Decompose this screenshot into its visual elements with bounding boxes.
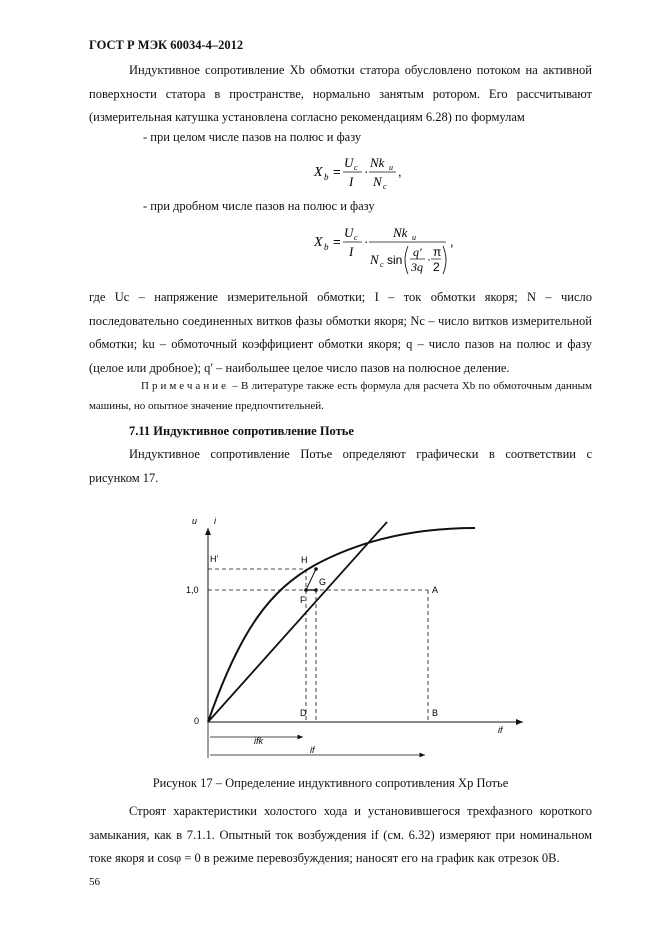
- f1-lhs: X: [314, 165, 323, 180]
- f2-q-den: 3q: [411, 260, 423, 274]
- figure-caption: Рисунок 17 – Определение индуктивного сопротивления Xp Потье: [152, 776, 509, 790]
- section-text: Индуктивное сопротивление Потье определяют графически в соответствии с рисунком 17.: [89, 447, 592, 485]
- figure-potier-diagram: [180, 510, 530, 770]
- f2-num1: U: [344, 225, 354, 240]
- note-text: – В литературе также есть формула для расчета Xb по обмоточным данным машины, но опытное значение предпочтительней.: [89, 380, 592, 412]
- axis-if-label: if: [498, 725, 503, 735]
- svg-text:·: ·: [364, 234, 369, 249]
- dim-ifk-label: ifk: [254, 736, 263, 746]
- label-h: H: [301, 555, 308, 565]
- label-one: 1,0: [186, 585, 199, 595]
- label-f: F: [300, 595, 306, 605]
- dim-if-label: if: [310, 745, 315, 755]
- f1-num1: U: [344, 155, 354, 170]
- f1-den2-sub: c: [383, 182, 387, 191]
- svg-text:·: ·: [427, 252, 431, 266]
- document-header: ГОСТ Р МЭК 60034-4–2012: [89, 38, 244, 52]
- f1-num2: Nk: [370, 155, 385, 170]
- f2-den1: I: [349, 244, 354, 259]
- f2-num2: Nk: [393, 225, 408, 240]
- label-a: A: [432, 585, 439, 595]
- label-g: G: [319, 577, 327, 587]
- label-d: D: [300, 708, 307, 718]
- closing-paragraph: Строят характеристики холостого хода и установившегося трехфазного короткого замыкания, как в 7.1.1. Опытный ток возбуждения if (см. 6.32) измеряют при номинальном токе якоря и cosφ = 0 в режиме перевозбуждения; наносят его на график как отрезок 0B.: [89, 804, 592, 865]
- label-h-prime: H': [210, 554, 219, 564]
- f2-tail: ,: [450, 234, 454, 249]
- f2-lhs-sub: b: [324, 242, 329, 252]
- f1-lhs-sub: b: [324, 172, 329, 182]
- f1-den2: N: [373, 174, 382, 189]
- open-circuit-curve: [208, 528, 475, 722]
- svg-text:·: ·: [364, 164, 369, 179]
- svg-text:=: =: [333, 164, 341, 179]
- note-block: [89, 376, 592, 416]
- segment-fh: [306, 569, 316, 590]
- section-heading: 7.11 Индуктивное сопротивление Потье: [129, 424, 354, 438]
- label-zero: 0: [194, 716, 200, 726]
- case-integer-slots: - при целом числе пазов на полюс и фазу: [143, 130, 362, 144]
- f1-num2-sub: u: [389, 163, 393, 172]
- short-circuit-line: [208, 522, 387, 722]
- f2-pi: π: [433, 245, 442, 259]
- f2-num1-sub: c: [354, 233, 358, 242]
- f2-q-num: q′: [413, 245, 422, 259]
- note-label: Примечание: [141, 380, 229, 392]
- f2-num2-sub: u: [412, 233, 416, 242]
- f2-den-n-sub: c: [380, 260, 384, 269]
- case-fraction-slots: - при дробном числе пазов на полюс и фазу: [143, 199, 375, 213]
- f2-two: 2: [433, 260, 440, 274]
- f2-den-n: N: [370, 252, 379, 267]
- f1-num1-sub: c: [354, 163, 358, 172]
- axis-i-label: i: [214, 516, 216, 526]
- definitions-paragraph: где Uc – напряжение измерительной обмотки; I – ток обмотки якоря; N – число последовательно соединенных витков фазы обмотки якоря; Nc – число витков измерительной обмотки; ku – обмоточный коэффициент обмотки якоря; q – число пазов на полюс и фазу (целое или дробное); q′ – наибольшее целое число пазов на полюсное деление.: [89, 290, 592, 375]
- page-number: 56: [89, 876, 100, 888]
- f2-sin: sin: [387, 253, 403, 267]
- axis-u-label: u: [192, 516, 198, 526]
- formula-fractional: [300, 218, 480, 280]
- f1-tail: ,: [398, 164, 402, 179]
- intro-paragraph: Индуктивное сопротивление Xb обмотки статора обусловлено потоком на активной поверхности статора в пространстве, нормально занятым ротором. Его рассчитывают (измерительная катушка установлена согласно рекомендациям 6.28) по формулам: [89, 63, 592, 124]
- f2-lhs: X: [314, 235, 323, 250]
- formula-integer: [300, 152, 440, 192]
- f1-den1: I: [349, 174, 354, 189]
- label-b: B: [432, 708, 439, 718]
- svg-text:=: =: [333, 234, 341, 249]
